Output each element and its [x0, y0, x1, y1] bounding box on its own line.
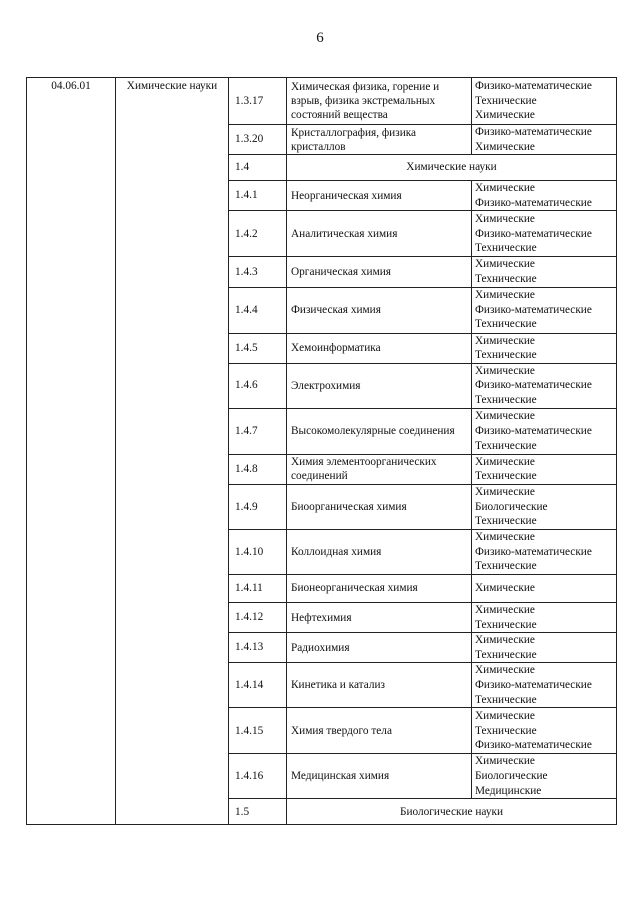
science-areas — [472, 454, 617, 484]
science-area: Технические — [475, 394, 537, 407]
specialty-name: Химия элементоорганических соединений — [287, 454, 472, 484]
specialty-name: Аналитическая химия — [287, 211, 472, 257]
science-area: Технические — [475, 242, 537, 255]
science-areas — [472, 125, 617, 155]
specialty-number: 1.4.10 — [229, 529, 287, 574]
science-area: Химические — [475, 410, 535, 423]
specialty-number: 1.4.13 — [229, 633, 287, 663]
science-area: Технические — [475, 470, 537, 483]
science-areas — [472, 484, 617, 529]
science-area: Биологические — [475, 500, 548, 513]
section-title: Биологические науки — [287, 799, 617, 825]
specialty-number: 1.4.11 — [229, 574, 287, 602]
science-area: Технические — [475, 693, 537, 706]
specialty-name: Кинетика и катализ — [287, 663, 472, 708]
specialty-number: 1.4.2 — [229, 211, 287, 257]
science-area: Технические — [475, 648, 537, 661]
science-area: Технические — [475, 724, 537, 737]
science-area: Химические — [475, 634, 535, 647]
science-areas — [472, 363, 617, 408]
specialty-name: Бионеорганическая химия — [287, 574, 472, 602]
science-area: Биологические — [475, 770, 548, 783]
specialty-number: 1.4.15 — [229, 708, 287, 754]
science-areas — [472, 602, 617, 632]
science-area: Химические — [475, 182, 535, 195]
specialty-name: Биоорганическая химия — [287, 484, 472, 529]
specialty-name: Физическая химия — [287, 287, 472, 333]
science-area: Химические — [475, 664, 535, 677]
specialty-name: Органическая химия — [287, 257, 472, 287]
science-area: Химические — [475, 582, 535, 595]
specialty-name: Коллоидная химия — [287, 529, 472, 574]
science-areas — [472, 633, 617, 663]
science-area: Медицинские — [475, 784, 542, 797]
science-areas — [472, 574, 617, 602]
specialty-name: Химия твердого тела — [287, 708, 472, 754]
specialty-name: Медицинская химия — [287, 754, 472, 799]
specialty-name: Неорганическая химия — [287, 181, 472, 211]
science-area: Физико-математические — [475, 424, 592, 437]
science-area: Физико-математические — [475, 126, 592, 138]
specialty-number: 1.4.8 — [229, 454, 287, 484]
science-area: Химические — [475, 755, 535, 768]
science-area: Химические — [475, 212, 535, 225]
science-areas — [472, 211, 617, 257]
science-area: Технические — [475, 272, 537, 285]
specialties-table — [26, 77, 617, 825]
specialty-name: Кристаллография, физика кристаллов — [287, 125, 472, 155]
science-areas — [472, 257, 617, 287]
specialty-number: 1.4.4 — [229, 287, 287, 333]
science-area: Химические — [475, 709, 535, 722]
science-area: Технические — [475, 439, 537, 452]
section-title: Химические науки — [287, 155, 617, 181]
science-areas — [472, 333, 617, 363]
specialty-number: 1.4.5 — [229, 333, 287, 363]
specialty-number: 1.4.6 — [229, 363, 287, 408]
science-area: Физико-математические — [475, 379, 592, 392]
science-areas — [472, 529, 617, 574]
specialty-number: 1.4.9 — [229, 484, 287, 529]
science-area: Химические — [475, 140, 535, 153]
science-areas — [472, 408, 617, 454]
specialty-number: 1.4.14 — [229, 663, 287, 708]
science-area: Технические — [475, 618, 537, 631]
science-area: Химические — [475, 258, 535, 271]
science-area: Технические — [475, 560, 537, 573]
specialty-name: Высокомолекулярные соединения — [287, 408, 472, 454]
science-area: Химические — [475, 603, 535, 616]
science-area: Химические — [475, 455, 535, 468]
science-area: Физико-математические — [475, 196, 592, 209]
science-areas — [472, 78, 617, 125]
science-area: Технические — [475, 94, 537, 107]
science-area: Физико-математические — [475, 545, 592, 558]
specialty-name: Радиохимия — [287, 633, 472, 663]
science-areas — [472, 708, 617, 754]
science-area: Химические — [475, 531, 535, 544]
science-area: Технические — [475, 515, 537, 528]
specialty-number: 1.3.17 — [229, 78, 287, 125]
specialty-number: 1.4 — [229, 155, 287, 181]
specialty-number: 1.4.12 — [229, 602, 287, 632]
table-body — [27, 78, 617, 825]
group-code-cell: 04.06.01 — [27, 78, 116, 825]
science-area: Физико-математические — [475, 80, 592, 93]
specialty-number: 1.5 — [229, 799, 287, 825]
science-areas — [472, 287, 617, 333]
specialty-name: Нефтехимия — [287, 602, 472, 632]
science-area: Технические — [475, 349, 537, 362]
science-area: Физико-математические — [475, 739, 592, 752]
specialty-number: 1.4.3 — [229, 257, 287, 287]
table-row — [27, 78, 617, 125]
science-area: Химические — [475, 486, 535, 499]
specialty-number: 1.4.16 — [229, 754, 287, 799]
specialty-name: Хемоинформатика — [287, 333, 472, 363]
science-area: Физико-математические — [475, 303, 592, 316]
page-number: 6 — [316, 30, 324, 46]
science-areas — [472, 754, 617, 799]
science-area: Технические — [475, 318, 537, 331]
science-area: Химические — [475, 289, 535, 302]
specialty-name: Электрохимия — [287, 363, 472, 408]
science-area: Химические — [475, 334, 535, 347]
science-areas — [472, 181, 617, 211]
specialty-number: 1.3.20 — [229, 125, 287, 155]
science-area: Физико-математические — [475, 679, 592, 692]
specialty-name: Химическая физика, горение и взрыв, физика экстремальных состояний вещества — [287, 78, 472, 125]
science-area: Физико-математические — [475, 227, 592, 240]
science-areas — [472, 663, 617, 708]
specialty-number: 1.4.1 — [229, 181, 287, 211]
group-field-cell: Химические науки — [116, 78, 229, 825]
science-area: Химические — [475, 364, 535, 377]
science-area: Химические — [475, 109, 535, 122]
specialty-number: 1.4.7 — [229, 408, 287, 454]
